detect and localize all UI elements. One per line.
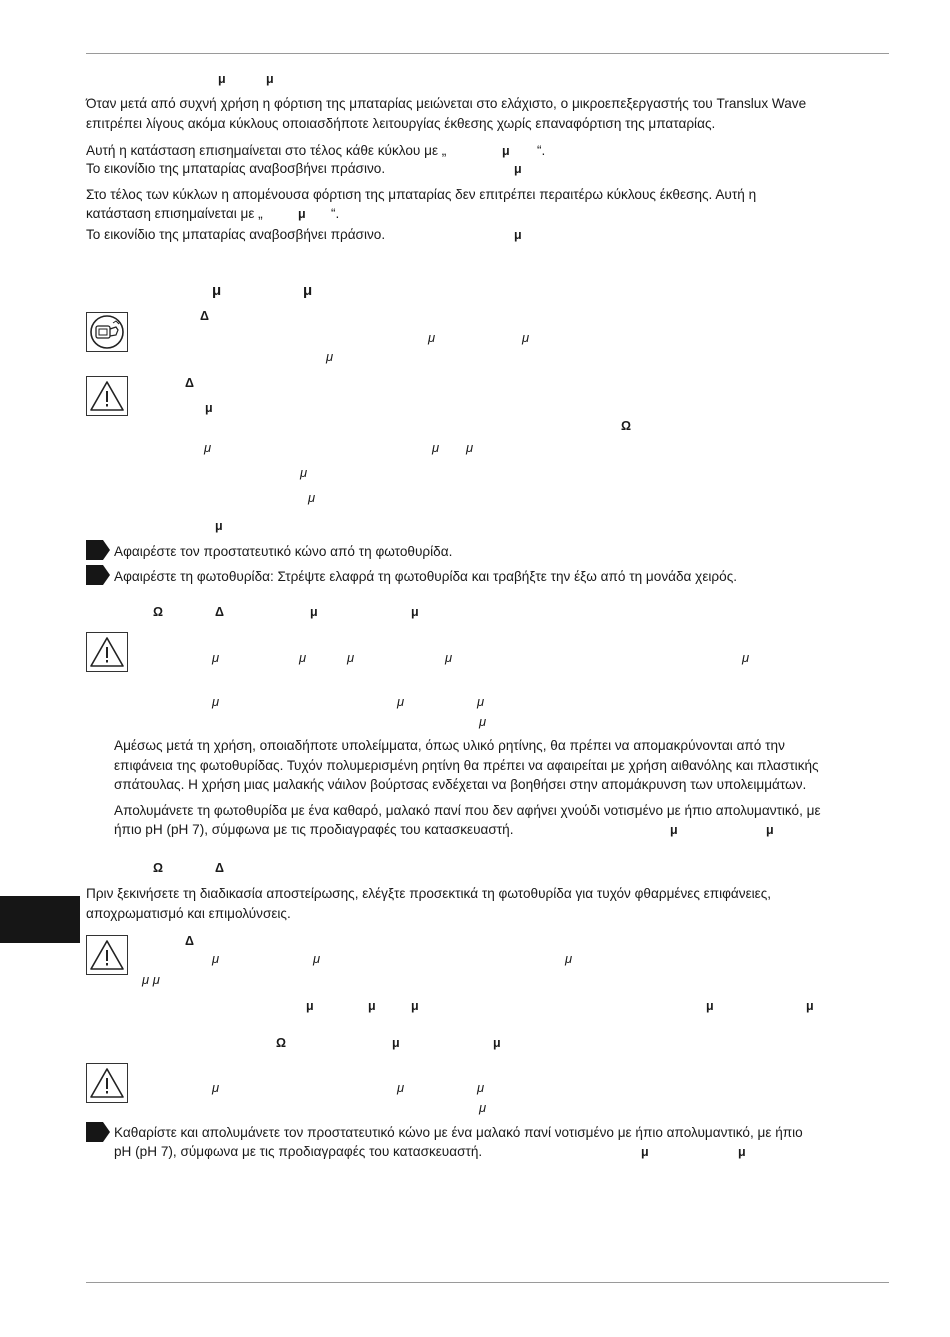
section4-warn-glyph: Δ <box>185 934 194 948</box>
section3-warn-glyph: μ <box>445 650 453 665</box>
battery-para3-glyph: μ <box>298 207 306 221</box>
section2-warn-glyph: μ <box>204 440 212 455</box>
section3-warn-glyph: μ <box>742 650 750 665</box>
section3-para2-glyph: μ <box>766 823 774 837</box>
section2-note-glyph: μ <box>428 330 436 345</box>
section5-step-glyph: μ <box>641 1145 649 1159</box>
battery-para3-line: κατάσταση επισημαίνεται με „ <box>86 206 263 221</box>
section4-para-line: αποχρωματισμό και επιμολύνσεις. <box>86 906 291 921</box>
battery-para2-line: Το εικονίδιο της μπαταρίας αναβοσβήνει πράσινο. <box>86 161 386 176</box>
section3-warn-glyph: μ <box>397 694 405 709</box>
battery-para3-line: Στο τέλος των κύκλων η απομένουσα φόρτιση της μπαταρίας δεν επιτρέπει περαιτέρω κύκλους έκθεσης. Αυτή η <box>86 187 757 202</box>
section4-warn-glyph: μ <box>706 999 714 1013</box>
section3-heading-glyph: Δ <box>215 605 224 619</box>
section2-heading-glyph: μ <box>212 282 222 299</box>
section2-warn-glyph: μ <box>432 440 440 455</box>
section3-warn-glyph: μ <box>479 714 487 729</box>
section3-para1-line: επιφάνεια της φωτοθυρίδας. Τυχόν πολυμερισμένη ρητίνη θα πρέπει να αφαιρείται με χρήση αιθανόλης και πλαστικής <box>114 758 819 773</box>
battery-para2-quote: “. <box>537 143 546 158</box>
section4-warn-glyph: μ μ <box>142 972 160 987</box>
section2-warn-glyph: μ <box>308 490 316 505</box>
warning-triangle-icon <box>86 632 128 672</box>
section2-warn-glyph: Δ <box>185 376 194 390</box>
top-rule <box>86 53 889 54</box>
bottom-rule <box>86 1282 889 1283</box>
warning-triangle-icon <box>86 1063 128 1103</box>
section3-para1-line: σπάτουλας. Η χρήση μιας μαλακής νάιλον βούρτσας ενδέχεται να βοηθήσει στην απομάκρυνση των υπολειμμάτων. <box>114 777 807 792</box>
section4-warn-glyph: μ <box>368 999 376 1013</box>
section4-heading-glyph: Ω <box>153 861 164 875</box>
section5-heading-glyph: Ω <box>276 1036 287 1050</box>
section2-warn-glyph: μ <box>466 440 474 455</box>
section5-heading-glyph: μ <box>392 1036 400 1050</box>
section2-warn-glyph: μ <box>215 519 223 533</box>
section3-heading-glyph: μ <box>411 605 419 619</box>
section2-heading-glyph: μ <box>303 282 313 299</box>
section5-warn-glyph: μ <box>212 1080 220 1095</box>
section2-step-text: Αφαιρέστε τη φωτοθυρίδα: Στρέψτε ελαφρά τη φωτοθυρίδα και τραβήξτε την έξω από τη μονάδα χειρός. <box>114 569 738 584</box>
section4-warn-glyph: μ <box>313 951 321 966</box>
battery-heading-glyph: μ <box>218 72 226 86</box>
section2-step-text: Αφαιρέστε τον προστατευτικό κώνο από τη φωτοθυρίδα. <box>114 544 453 559</box>
battery-para2-glyph: μ <box>514 162 522 176</box>
battery-para3-line: Το εικονίδιο της μπαταρίας αναβοσβήνει πράσινο. <box>86 227 386 242</box>
section4-warn-glyph: μ <box>212 951 220 966</box>
section3-para1-line: Αμέσως μετά τη χρήση, οποιαδήποτε υπολείμματα, όπως υλικό ρητίνης, θα πρέπει να απομακρύνονται από την <box>114 738 785 753</box>
battery-para2-line: Αυτή η κατάσταση επισημαίνεται στο τέλος κάθε κύκλου με „ <box>86 143 447 158</box>
section2-warn-glyph: Ω <box>621 419 632 433</box>
section3-warn-glyph: μ <box>347 650 355 665</box>
section3-heading-glyph: μ <box>310 605 318 619</box>
section2-note-glyph: μ <box>326 349 334 364</box>
section2-warn-glyph: μ <box>300 465 308 480</box>
battery-para1-line: Όταν μετά από συχνή χρήση η φόρτιση της μπαταρίας μειώνεται στο ελάχιστο, ο μικροεπεξεργαστής του Translux Wave <box>86 96 807 111</box>
section2-note-glyph: Δ <box>200 309 209 323</box>
section2-note-glyph: μ <box>522 330 530 345</box>
battery-heading-glyph: μ <box>266 72 274 86</box>
section3-heading-glyph: Ω <box>153 605 164 619</box>
section3-para2-glyph: μ <box>670 823 678 837</box>
section3-para2-line: Απολυμάνετε τη φωτοθυρίδα με ένα καθαρό, μαλακό πανί που δεν αφήνει χνούδι νοτισμένο με ήπιο απολυμαντικό, με <box>114 803 821 818</box>
section3-warn-glyph: μ <box>212 650 220 665</box>
section4-para-line: Πριν ξεκινήσετε τη διαδικασία αποστείρωσης, ελέγξτε προσεκτικά τη φωτοθυρίδα για τυχόν φθαρμένες επιφάνειες, <box>86 886 772 901</box>
step-arrow-icon <box>86 1122 110 1142</box>
section2-warn-glyph: μ <box>205 401 213 415</box>
battery-para2-glyph: μ <box>502 144 510 158</box>
section5-warn-glyph: μ <box>397 1080 405 1095</box>
side-tab-marker <box>0 896 80 943</box>
section5-heading-glyph: μ <box>493 1036 501 1050</box>
warning-triangle-icon <box>86 376 128 416</box>
section4-warn-glyph: μ <box>565 951 573 966</box>
section3-warn-glyph: μ <box>212 694 220 709</box>
section5-step-line: pH (pH 7), σύμφωνα με τις προδιαγραφές του κατασκευαστή. <box>114 1144 483 1159</box>
section4-warn-glyph: μ <box>806 999 814 1013</box>
step-arrow-icon <box>86 540 110 560</box>
section3-para2-line: ήπιο pH (pH 7), σύμφωνα με τις προδιαγραφές του κατασκευαστή. <box>114 822 514 837</box>
step-arrow-icon <box>86 565 110 585</box>
section4-warn-glyph: μ <box>411 999 419 1013</box>
battery-para3-glyph: μ <box>514 228 522 242</box>
section4-warn-glyph: μ <box>306 999 314 1013</box>
warning-triangle-icon <box>86 935 128 975</box>
section3-warn-glyph: μ <box>477 694 485 709</box>
section5-step-line: Καθαρίστε και απολυμάνετε τον προστατευτικό κώνο με ένα μαλακό πανί νοτισμένο με ήπιο απολυμαντικό, με ήπιο <box>114 1125 803 1140</box>
section5-warn-glyph: μ <box>477 1080 485 1095</box>
section5-step-glyph: μ <box>738 1145 746 1159</box>
section5-warn-glyph: μ <box>479 1100 487 1115</box>
hand-instruction-icon <box>86 312 128 352</box>
battery-para1-line: επιτρέπει λίγους ακόμα κύκλους οποιασδήποτε λειτουργίας έκθεσης χωρίς επαναφόρτιση της μπαταρίας. <box>86 116 716 131</box>
section3-warn-glyph: μ <box>299 650 307 665</box>
section4-heading-glyph: Δ <box>215 861 224 875</box>
battery-para3-quote: “. <box>331 206 340 221</box>
